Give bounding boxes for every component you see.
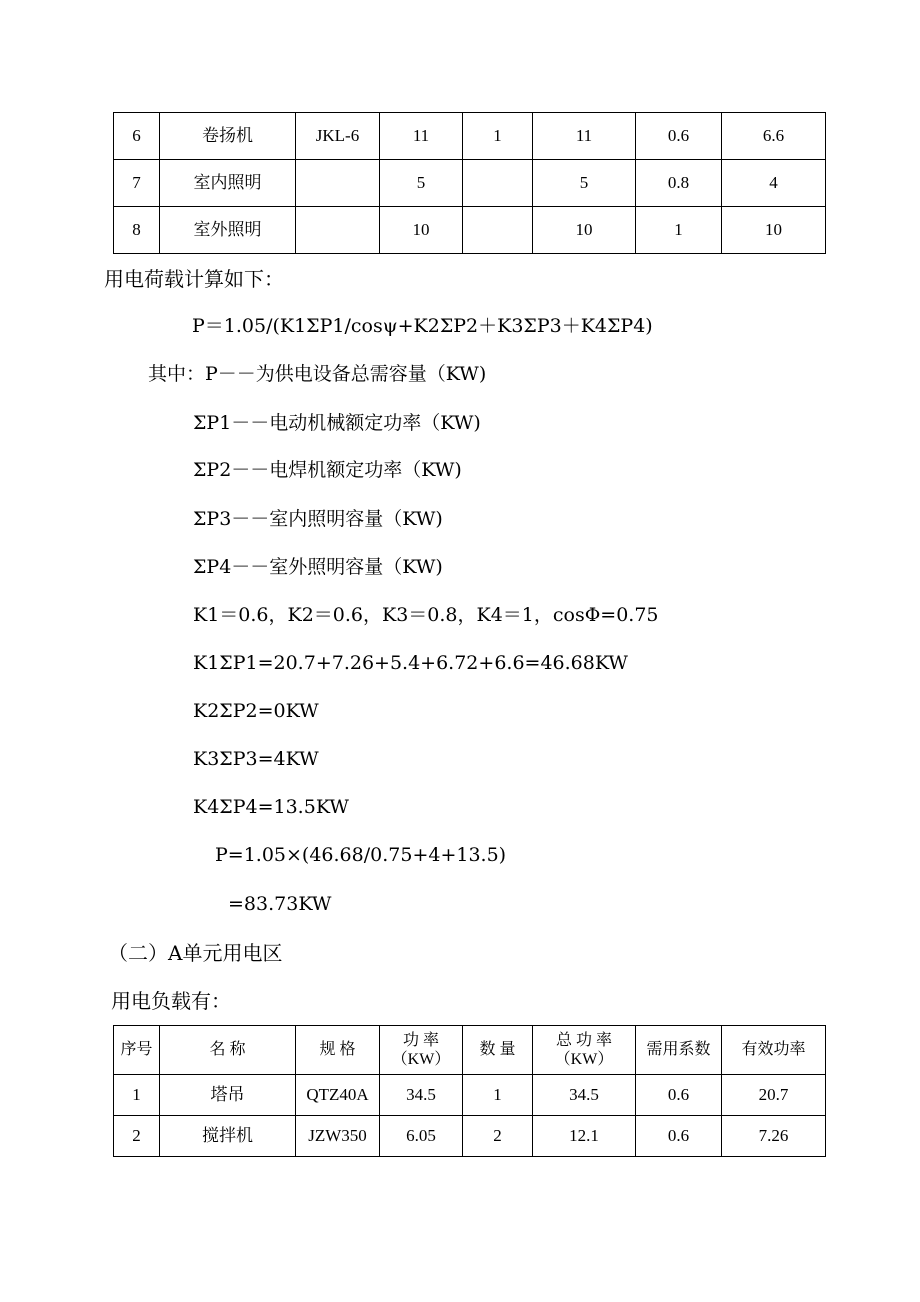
table-cell: 6.05	[380, 1116, 463, 1157]
column-header: 序号	[114, 1026, 160, 1075]
table-row	[114, 1075, 826, 1116]
table-cell: 1	[463, 113, 533, 160]
calc-k4: K4ΣP4=13.5KW	[193, 796, 349, 818]
equipment-table-continued	[113, 112, 826, 254]
table-cell: 10	[722, 207, 826, 254]
column-header: 需用系数	[636, 1026, 722, 1075]
table-cell: 室内照明	[160, 160, 296, 207]
table-cell: 11	[380, 113, 463, 160]
table-cell: 10	[533, 207, 636, 254]
table-cell: 8	[114, 207, 160, 254]
coefficient-values: K1＝0.6，K2＝0.6，K3＝0.8，K4＝1，cosΦ=0.75	[193, 604, 659, 626]
calc-k2: K2ΣP2=0KW	[193, 700, 319, 722]
table-cell: 4	[722, 160, 826, 207]
table-cell: JKL-6	[296, 113, 380, 160]
table-cell: 卷扬机	[160, 113, 296, 160]
table-row	[114, 207, 826, 254]
table-cell: 2	[463, 1116, 533, 1157]
table-row	[114, 113, 826, 160]
table-cell	[296, 207, 380, 254]
formula-definition-p2: ΣP2－－电焊机额定功率（KW)	[193, 459, 462, 481]
table-cell: 5	[380, 160, 463, 207]
table-cell: 0.6	[636, 1116, 722, 1157]
table-cell: 7.26	[722, 1116, 826, 1157]
column-header: 规 格	[296, 1026, 380, 1075]
table-cell	[296, 160, 380, 207]
table-cell: 1	[114, 1075, 160, 1116]
table-cell: 12.1	[533, 1116, 636, 1157]
column-header: 数 量	[463, 1026, 533, 1075]
table-header-row	[114, 1026, 826, 1075]
load-calc-intro: 用电荷载计算如下：	[104, 267, 284, 291]
power-formula: P＝1.05/(K1ΣP1/cosψ+K2ΣP2＋K3ΣP3＋K4ΣP4)	[192, 315, 653, 337]
table-cell: 搅拌机	[160, 1116, 296, 1157]
table-cell	[463, 160, 533, 207]
calc-k3: K3ΣP3=4KW	[193, 748, 319, 770]
table-cell: 1	[463, 1075, 533, 1116]
calc-total-power: P=1.05×(46.68/0.75+4+13.5)	[215, 844, 507, 866]
table-cell: JZW350	[296, 1116, 380, 1157]
table-cell: 室外照明	[160, 207, 296, 254]
table-cell: 0.8	[636, 160, 722, 207]
section-title: （二）A单元用电区	[108, 941, 283, 965]
table-cell: 0.6	[636, 113, 722, 160]
column-header: 名 称	[160, 1026, 296, 1075]
table-cell: 塔吊	[160, 1075, 296, 1116]
table-row	[114, 1116, 826, 1157]
equipment-table-a-unit	[113, 1025, 826, 1157]
calc-total-result: =83.73KW	[228, 893, 332, 915]
formula-definition-p: 其中：P－－为供电设备总需容量（KW)	[148, 363, 487, 385]
table-cell: 34.5	[533, 1075, 636, 1116]
table-cell: 20.7	[722, 1075, 826, 1116]
load-list-title: 用电负载有：	[111, 989, 231, 1013]
table-cell: 7	[114, 160, 160, 207]
table-cell: 6.6	[722, 113, 826, 160]
column-header: 有效功率	[722, 1026, 826, 1075]
table-cell: 11	[533, 113, 636, 160]
table-cell: 34.5	[380, 1075, 463, 1116]
table-cell: QTZ40A	[296, 1075, 380, 1116]
table-cell: 5	[533, 160, 636, 207]
formula-definition-p3: ΣP3－－室内照明容量（KW)	[193, 508, 443, 530]
formula-definition-p4: ΣP4－－室外照明容量（KW)	[193, 556, 443, 578]
table-row	[114, 160, 826, 207]
calc-k1: K1ΣP1=20.7+7.26+5.4+6.72+6.6=46.68KW	[193, 652, 628, 674]
table-cell	[463, 207, 533, 254]
table-cell: 1	[636, 207, 722, 254]
table-cell: 6	[114, 113, 160, 160]
table-cell: 2	[114, 1116, 160, 1157]
table-cell: 10	[380, 207, 463, 254]
formula-definition-p1: ΣP1－－电动机械额定功率（KW)	[193, 412, 481, 434]
column-header: 功 率（KW）	[380, 1026, 463, 1075]
column-header: 总 功 率（KW）	[533, 1026, 636, 1075]
table-cell: 0.6	[636, 1075, 722, 1116]
